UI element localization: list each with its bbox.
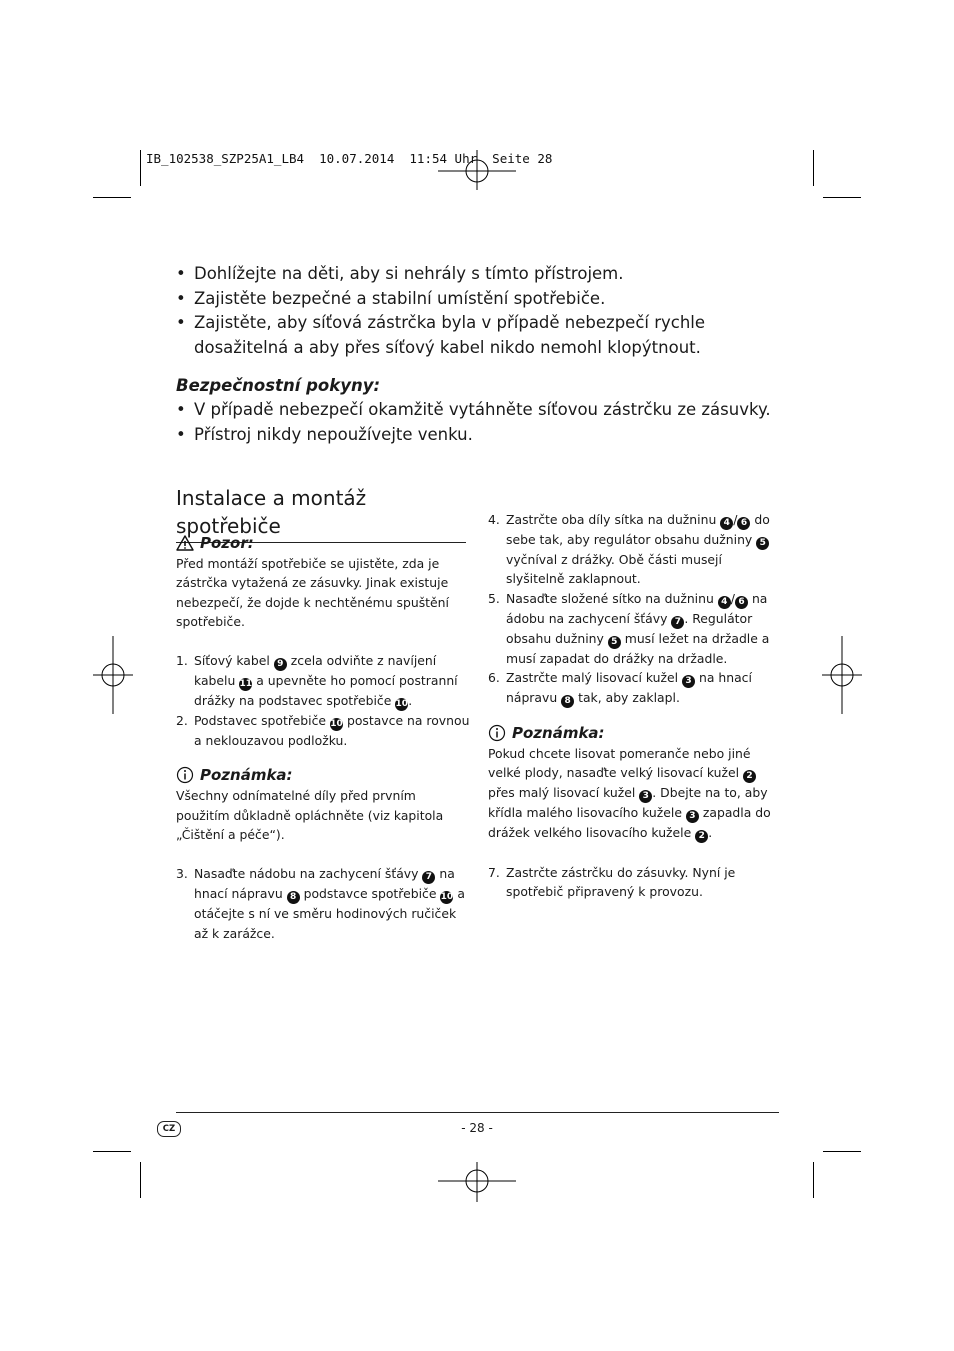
steps-list xyxy=(488,863,784,902)
step-1: 1. Síťový kabel 9 zcela odviňte z navíjení kabelu 11 a upevněte ho pomocí postranní drážky na podstavec spotřebiče 10. xyxy=(176,653,458,710)
intro-section xyxy=(176,262,776,447)
step-6: 6. Zastrčte malý lisovací kužel 3 na hnací nápravu 8 tak, aby zaklapl. xyxy=(488,669,752,706)
list-item: • Zajistěte bezpečné a stabilní umístění spotřebiče. xyxy=(176,287,776,312)
part-number-badge: 7 xyxy=(671,616,684,629)
part-number-badge: 10 xyxy=(330,719,343,730)
note-label: Poznámka: xyxy=(512,723,605,742)
registration-mark-left xyxy=(93,636,133,714)
list-item: • Přístroj nikdy nepoužívejte venku. xyxy=(176,423,776,448)
info-icon xyxy=(488,724,506,742)
part-number-badge: 3 xyxy=(682,675,695,688)
crop-mark xyxy=(813,150,814,186)
part-number-badge: 4 xyxy=(718,596,731,609)
right-column xyxy=(488,510,784,902)
crop-mark xyxy=(823,197,861,198)
part-number-badge: 3 xyxy=(686,810,699,823)
list-item: • Zajistěte, aby síťová zástrčka byla v případě nebezpečí rychle dosažitelná a aby přes síťový kabel nikdo nemohl klopýtnout. xyxy=(176,311,776,360)
part-number-badge: 5 xyxy=(756,537,769,550)
steps-list xyxy=(176,864,470,943)
part-number-badge: 10 xyxy=(440,892,454,903)
part-number-badge: 4 xyxy=(720,517,733,530)
info-icon xyxy=(176,766,194,784)
list-item: • V případě nebezpečí okamžitě vytáhněte síťovou zástrčku ze zásuvky. xyxy=(176,398,776,423)
steps-list xyxy=(488,510,784,708)
left-column xyxy=(176,532,470,943)
part-number-badge: 5 xyxy=(608,636,621,649)
crop-mark xyxy=(93,1151,131,1152)
part-number-badge: 10 xyxy=(395,699,409,710)
list-item: • Dohlížejte na děti, aby si nehrály s tímto přístrojem. xyxy=(176,262,776,287)
crop-mark xyxy=(823,1151,861,1152)
part-number-badge: 6 xyxy=(735,596,748,609)
note-heading xyxy=(176,764,470,786)
step-5: 5. Nasaďte složené sítko na dužninu 4 / 6 na ádobu na zachycení šťávy 7 . Regulátor obsahu dužniny 5 musí ležet na držadle a musí zapadat do drážky na držadle. xyxy=(488,590,770,666)
note-text: Pokud chcete lisovat pomeranče nebo jiné velké plody, nasaďte velký lisovací kužel 2 přes malý lisovací kužel 3 . Dbejte na to, aby křídla malého lisovacího kužele 3 zapadla do drážek velkého lisovacího kužele 2 . xyxy=(488,745,771,842)
country-badge: CZ xyxy=(157,1121,181,1137)
caution-heading xyxy=(176,532,470,554)
part-number-badge: 8 xyxy=(561,695,574,708)
step-7: 7. Zastrčte zástrčku do zásuvky. Nyní je spotřebič připravený k provozu. xyxy=(488,865,736,900)
registration-mark-right xyxy=(822,636,862,714)
part-number-badge: 9 xyxy=(274,658,287,671)
warning-triangle-icon xyxy=(176,534,194,552)
registration-mark-bottom xyxy=(438,1162,516,1202)
part-number-badge: 2 xyxy=(743,770,756,783)
crop-mark xyxy=(93,197,131,198)
print-slug: IB_102538_SZP25A1_LB4 10.07.2014 11:54 Uhr Seite 28 xyxy=(146,151,553,166)
crop-mark xyxy=(140,150,141,186)
crop-mark xyxy=(813,1162,814,1198)
note-label: Poznámka: xyxy=(200,766,293,785)
part-number-badge: 8 xyxy=(287,891,300,904)
step-4: 4. Zastrčte oba díly sítka na dužninu 4 / 6 do sebe tak, aby regulátor obsahu dužniny 5 vyčníval z drážky. Obě části musejí slyšitelně zaklapnout. xyxy=(488,512,770,587)
part-number-badge: 2 xyxy=(695,830,708,843)
note-heading xyxy=(488,722,784,744)
note-text: Všechny odnímatelné díly před prvním použitím důkladně opláchněte (viz kapitola „Čištění a péče“). xyxy=(176,788,444,843)
part-number-badge: 11 xyxy=(239,679,253,690)
footer-divider xyxy=(176,1112,779,1113)
steps-list xyxy=(176,651,470,750)
safety-heading: Bezpečnostní pokyny: xyxy=(176,376,381,395)
step-2: 2. Podstavec spotřebiče 10 postavce na rovnou a neklouzavou podložku. xyxy=(176,713,470,749)
part-number-badge: 7 xyxy=(422,871,435,884)
step-3: 3. Nasaďte nádobu na zachycení šťávy 7 na hnací nápravu 8 podstavce spotřebiče 10 a otáčejte s ní ve směru hodinových ručiček až k zarážce. xyxy=(176,866,465,941)
part-number-badge: 3 xyxy=(639,790,652,803)
section-title: Instalace a montáž spotřebiče xyxy=(176,484,466,543)
caution-label: Pozor: xyxy=(200,534,254,552)
part-number-badge: 6 xyxy=(737,517,750,530)
crop-mark xyxy=(140,1162,141,1198)
page-number: - 28 - xyxy=(461,1121,493,1135)
caution-text: Před montáží spotřebiče se ujistěte, zda je zástrčka vytažená ze zásuvky. Jinak existuje nebezpečí, že dojde k nechtěnému spuštění spotřebiče. xyxy=(176,556,449,629)
